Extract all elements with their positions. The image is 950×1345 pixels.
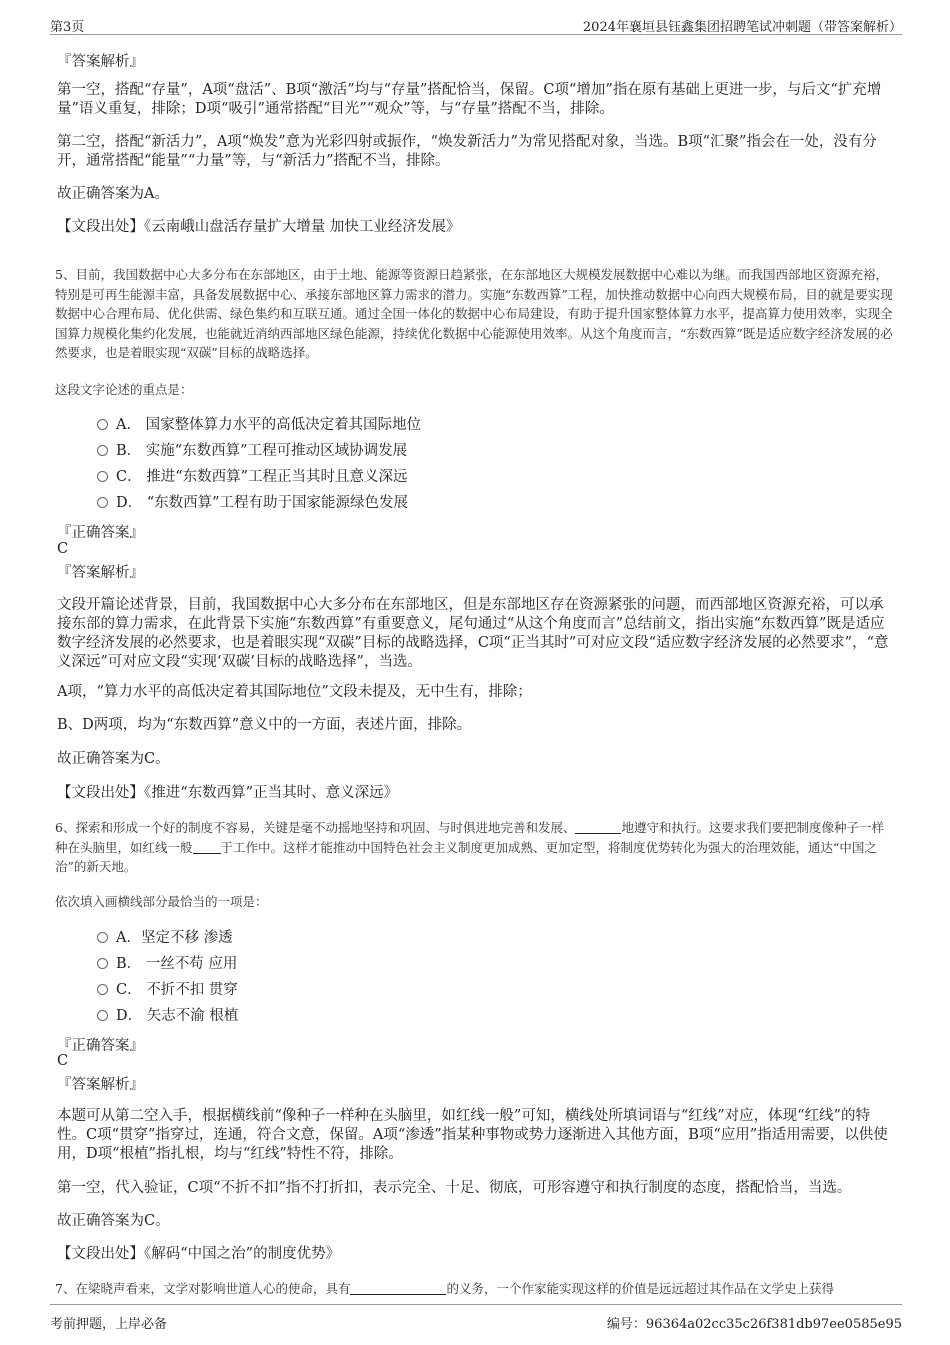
analysis-paragraph: 文段开篇论述背景，目前，我国数据中心大多分布在东部地区，但是东部地区存在资源紧张的问题，而西部地区资源充裕，可以承接东部的算力需求，在此背景下实施“东数西算”有重要意义，尾句通过“从这个角度而言”总结前文，指出实施“东数西算”既是适应数字经济发展的必然要求，也是着眼实现“双碳”目标的战略选择，C项“正当其时”可对应文段“适应数字经济发展的必然要求”，“意义深远”可对应文段“实现‘双碳’目标的战略选择”，当选。 [57,597,889,670]
page-header [50,14,902,35]
question-6-prompt: 依次填入画横线部分最恰当的一项是： [55,894,268,909]
analysis-paragraph: 故正确答案为C。 [57,1213,170,1229]
analysis-paragraph: 第二空，搭配“新活力”，A项“焕发”意为光彩四射或振作，“焕发新活力”为常见搭配对象，当选。B项“汇聚”指会在一处，没有分开，通常搭配“能量”“力量”等，与“新活力”搭配不当，排除。 [57,134,877,169]
question-5-option-d[interactable]: D． “东数西算”工程有助于国家能源绿色发展 [97,493,408,513]
analysis-paragraph: A项，“算力水平的高低决定着其国际地位”文段未提及，无中生有，排除； [57,684,532,700]
question-5-prompt: 这段文字论述的重点是： [55,382,193,397]
analysis-paragraph: 故正确答案为A。 [57,186,169,202]
analysis-label: 『答案解析』 [57,54,144,70]
source-citation: 【文段出处】《解码“中国之治”的制度优势》 [57,1246,341,1262]
correct-answer: C [57,541,69,557]
radio-icon[interactable] [97,1010,108,1021]
correct-answer-label: 『正确答案』 [57,525,144,541]
page-footer [50,1304,902,1332]
analysis-label: 『答案解析』 [57,1077,144,1093]
question-5-option-c[interactable]: C． 推进“东数西算”工程正当其时且意义深远 [97,467,408,487]
document-id: 编号：96364a02cc35c26f381db97ee0585e95 [606,1317,902,1332]
question-6-option-c[interactable]: C． 不折不扣 贯穿 [97,980,238,1000]
fill-blank-2 [193,841,221,854]
analysis-paragraph: 本题可从第二空入手，根据横线前“像种子一样种在头脑里，如红线一般”可知，横线处所填词语与“红线”对应，体现“红线”的特性。C项“贯穿”指穿过，连通，符合文意，保留。A项“渗透”指某种事物或势力逐渐进入其他方面，B项“应用”指适用需要，以供使用，D项“根植”指扎根，均与“红线”特性不符，排除。 [57,1108,888,1162]
footer-slogan: 考前押题，上岸必备 [50,1317,168,1332]
radio-icon[interactable] [97,932,108,943]
source-citation: 【文段出处】《云南峨山盘活存量扩大增量 加快工业经济发展》 [57,219,461,235]
page-number: 第3页 [50,20,85,35]
source-citation: 【文段出处】《推进“东数西算”正当其时、意义深远》 [57,785,399,801]
question-6-text: 6、探索和形成一个好的制度不容易，关键是毫不动摇地坚持和巩固、与时俱进地完善和发展、 地遵守和执行。这要求我们要把制度像种子一样种在头脑里，如红线一般 于工作中。这样才能推动中国特色社会主义制度更加成熟、更加定型，将制度优势转化为强大的治理效能，通达“中国之治”的新天地。 [55,820,884,874]
analysis-paragraph: 故正确答案为C。 [57,751,170,767]
fill-blank-1 [575,821,621,834]
radio-icon[interactable] [97,497,108,508]
analysis-paragraph: 第一空，搭配“存量”，A项“盘活”、B项“激活”均与“存量”搭配恰当，保留。C项“增加”指在原有基础上更进一步，与后文“扩充增量”语义重复，排除；D项“吸引”通常搭配“目光”“观众”等，与“存量”搭配不当，排除。 [57,82,882,117]
radio-icon[interactable] [97,958,108,969]
document-title: 2024年襄垣县钰鑫集团招聘笔试冲刺题（带答案解析） [582,20,902,35]
question-5-option-a[interactable]: A． 国家整体算力水平的高低决定着其国际地位 [97,415,421,435]
question-7-text: 7、在梁晓声看来，文学对影响世道人心的使命，具有 的义务，一个作家能实现这样的价值是远远超过其作品在文学史上获得 [55,1281,834,1296]
question-6-option-a[interactable]: A．坚定不移 渗透 [97,928,233,948]
correct-answer-label: 『正确答案』 [57,1038,144,1054]
analysis-paragraph: B、D两项，均为“东数西算”意义中的一方面，表述片面，排除。 [57,717,472,733]
question-5-text: 5、目前，我国数据中心大多分布在东部地区，由于土地、能源等资源日趋紧张，在东部地区大规模发展数据中心难以为继。而我国西部地区资源充裕，特别是可再生能源丰富，具备发展数据中心、承接东部地区算力需求的潜力。实施“东数西算”工程，加快推动数据中心向西大规模布局，目的就是要实现数据中心合理布局、优化供需、绿色集约和互联互通。通过全国一体化的数据中心布局建设，有助于提升国家整体算力水平，提高算力使用效率，实现全国算力规模化集约化发展，也能就近消纳西部地区绿色能源，持续优化数据中心能源使用效率。从这个角度而言，“东数西算”既是适应数字经济发展的必然要求，也是着眼实现“双碳”目标的战略选择。 [55,267,893,360]
radio-icon[interactable] [97,419,108,430]
correct-answer: C [57,1053,69,1069]
radio-icon[interactable] [97,445,108,456]
analysis-label: 『答案解析』 [57,565,144,581]
fill-blank-1 [350,1282,446,1295]
radio-icon[interactable] [97,984,108,995]
question-6-option-d[interactable]: D． 矢志不渝 根植 [97,1006,238,1026]
radio-icon[interactable] [97,471,108,482]
question-6-option-b[interactable]: B． 一丝不苟 应用 [97,954,237,974]
analysis-paragraph: 第一空，代入验证，C项“不折不扣”指不打折扣，表示完全、十足、彻底，可形容遵守和执行制度的态度，搭配恰当，当选。 [57,1180,852,1196]
question-5-option-b[interactable]: B． 实施“东数西算”工程可推动区域协调发展 [97,441,407,461]
